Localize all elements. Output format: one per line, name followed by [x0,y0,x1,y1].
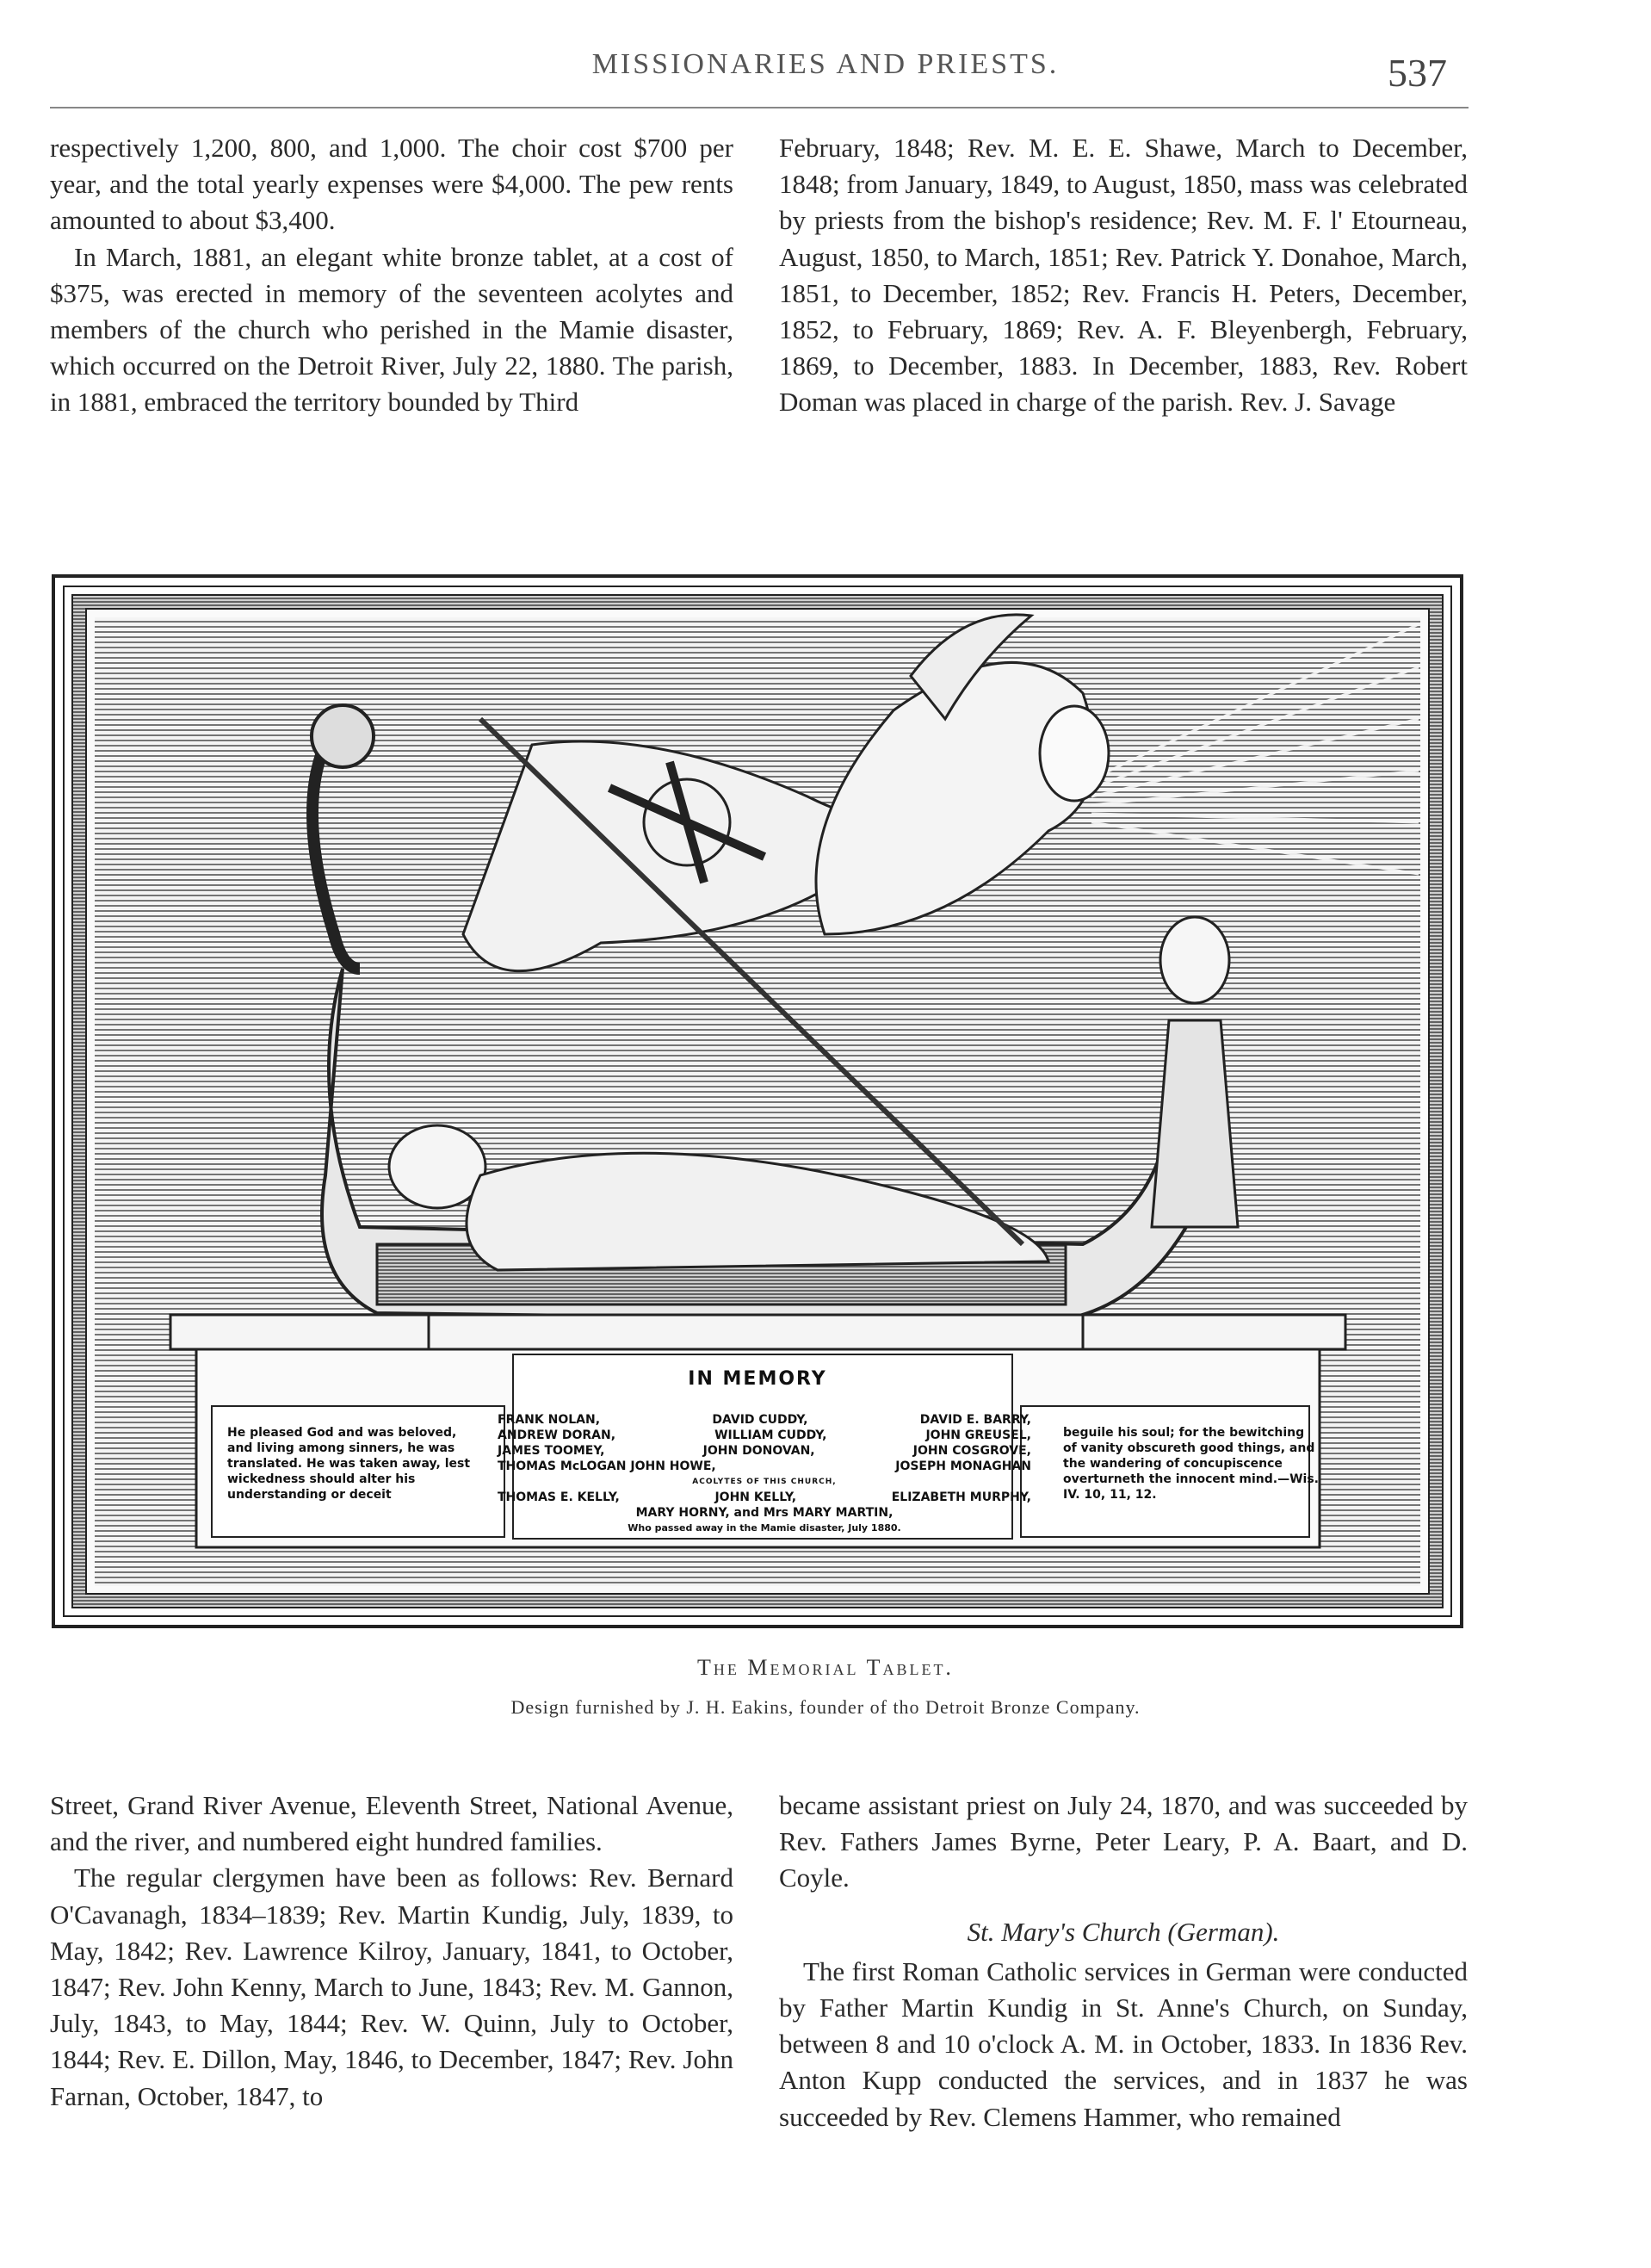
names-row [498,1490,1031,1505]
names-row [498,1428,1031,1443]
name: JOSEPH MONAGHAN [895,1459,1031,1473]
name: WILLIAM CUDDY, [714,1428,827,1442]
paragraph: The first Roman Catholic services in German were conducted by Father Martin Kundig in St. Anne's Church, on Sunday, between 8 and 10 o'clock A. M. in October, 1833. In 1836 Rev. Anton Kupp conducted the services, and in 1837 he was succeeded by Rev. Clemens Hammer, who remained [779,1955,1468,2132]
name: THOMAS McLOGAN JOHN HOWE, [498,1459,716,1473]
names-row [498,1412,1031,1428]
paragraph: Street, Grand River Avenue, Eleventh Street, National Avenue, and the river, and numbered eight hundred families. [50,1790,733,1857]
lamp [1160,917,1229,1003]
dedication: Who passed away in the Mamie disaster, July 1880. [628,1522,901,1534]
name: JOHN DONOVAN, [702,1444,815,1458]
name: MARY HORNY, and Mrs MARY MARTIN, [635,1506,894,1520]
name: DAVID CUDDY, [712,1413,808,1427]
name: JOHN KELLY, [714,1490,797,1504]
acolytes-label: ACOLYTES OF THIS CHURCH, [692,1478,837,1486]
names-row [498,1443,1031,1459]
paragraph: respectively 1,200, 800, and 1,000. The choir cost $700 per year, and the total yearly expenses were $4,000. The pew rents amounted to about $3,400. [50,133,733,236]
scripture-right: beguile his soul; for the bewitching of vanity obscureth good things, and the wandering of concupiscence overturneth the innocent mind.—Wis. IV. 10, 11, 12. [1063,1426,1319,1502]
column-right-top [779,130,1468,421]
angel-head [1040,706,1109,801]
name: ELIZABETH MURPHY, [891,1490,1031,1504]
column-left-top [50,130,733,421]
name: THOMAS E. KELLY, [498,1490,620,1504]
column-left-bottom [50,1788,733,2115]
memory-title: IN MEMORY [688,1368,827,1390]
name: JAMES TOOMEY, [498,1444,605,1458]
column-right-bottom [779,1788,1468,2135]
figure-caption-title: The Memorial Tablet. [697,1655,954,1680]
scripture-left: He pleased God and was beloved, and living among sinners, he was translated. He was taken away, lest wickedness should alter his understanding or deceit [227,1426,471,1502]
figure-caption-credit: Design furnished by J. H. Eakins, founder of tho Detroit Bronze Company. [510,1696,1141,1718]
memorial-tablet-illustration [50,573,1465,1630]
names-row [498,1459,1031,1474]
paragraph: February, 1848; Rev. M. E. E. Shawe, March to December, 1848; from January, 1849, to August, 1850, mass was celebrated by priests from the bishop's residence; Rev. M. F. l' Etourneau, August, 1850, to March, 1851; Rev. Patrick Y. Donahoe, March, 1851, to December, 1852; Rev. Francis H. Peters, December, 1852, to February, 1869; Rev. A. F. Bleyenbergh, February, 1869, to December, 1883. In December, 1883, Rev. Robert Doman was placed in charge of the parish. Rev. J. Savage [779,133,1468,418]
victim-names [498,1412,1031,1536]
name: FRANK NOLAN, [498,1413,601,1427]
name: JOHN GREUSEL, [925,1428,1031,1442]
page-number: 537 [1388,51,1447,95]
header-title: MISSIONARIES AND PRIESTS. [591,48,1060,80]
ledge [170,1315,1345,1349]
name: JOHN COSGROVE, [912,1444,1031,1458]
name: DAVID E. BARRY, [919,1413,1031,1427]
paragraph: became assistant priest on July 24, 1870, and was succeeded by Rev. Fathers James Byrne, Peter Leary, P. A. Baart, and D. Coyle. [779,1790,1468,1893]
paragraph: The regular clergymen have been as follows: Rev. Bernard O'Cavanagh, 1834–1839; Rev. Martin Kundig, July, 1839, to May, 1842; Rev. Lawrence Kilroy, January, 1841, to October, 1847; Rev. John Kenny, March to June, 1843; Rev. M. Gannon, July, 1843, to May, 1844; Rev. W. Quinn, July to October, 1844; Rev. E. Dillon, May, 1846, to December, 1847; Rev. John Farnan, October, 1847, to [50,1862,733,2111]
header-rule [50,107,1469,108]
name: ANDREW DORAN, [498,1428,616,1442]
names-row [498,1505,1031,1521]
section-heading: St. Mary's Church (German). [967,1916,1280,1947]
paragraph: In March, 1881, an elegant white bronze tablet, at a cost of $375, was erected in memory of the seventeen acolytes and members of the church who perished in the Mamie disaster, which occurred on the Detroit River, July 22, 1880. The parish, in 1881, embraced the territory bounded by Third [50,241,733,418]
